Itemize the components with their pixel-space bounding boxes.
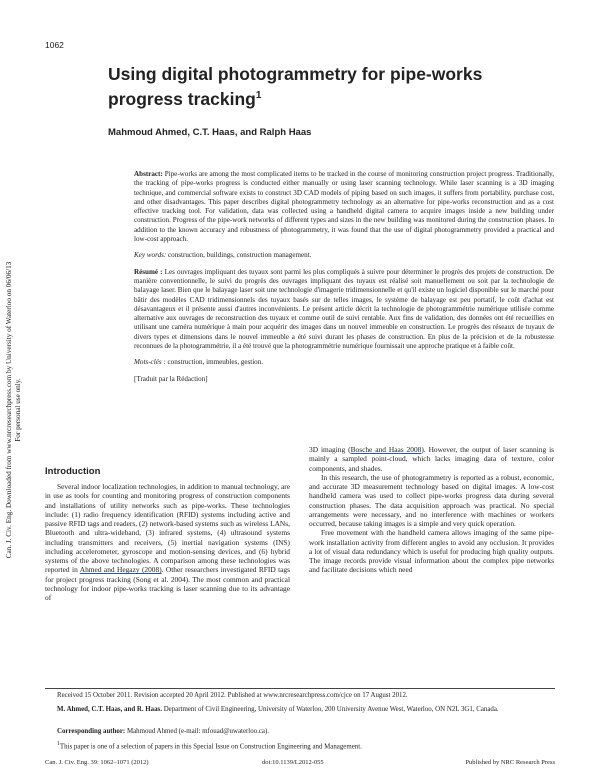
- keywords-label: Key words:: [134, 251, 167, 260]
- affiliation-note: [57, 706, 552, 714]
- sidebar-line-1: Can. J. Civ. Eng. Downloaded from www.nrcresearchpress.com by University of Waterloo on 06/06/13: [5, 261, 13, 559]
- abstract-text: Pipe-works are among the most complicated items to be tracked in the course of monitoring construction project progress. Traditionally, the tracking of pipe-works progress is conducted either manually or using laser scanning technology. While laser scanning is a 3D imaging technique, and commercial software exists to construct 3D CAD models of piping based on such images, it suffers from portability, purchase cost, and other disadvantages. This paper describes digital photogrammetry technology as an alternative for pipe-works reconstruction and as a cost effective tracking tool. For validation, data was collected using a handheld digital camera to acquire images inside a new building under construction. Progress of the pipe-work networks of different types and sizes in the new building was monitored during the construction phases. In addition to the known accuracy and robustness of photogrammetry, it was found that the use of digital photogrammetry provided a practical and low-cost approach.: [134, 170, 554, 244]
- corresponding-label: Corresponding author:: [57, 728, 126, 735]
- footnote-divider: [45, 688, 555, 689]
- citation-link-ahmed-hegazy[interactable]: Ahmed and Hegazy (2008): [79, 565, 162, 575]
- mots-cles-line: [134, 358, 554, 367]
- title-text: Using digital photogrammetry for pipe-works progress tracking: [108, 64, 483, 109]
- intro-paragraph-2: In this research, the use of photogrammetry is reported as a robust, economic, and accurate 3D measurement technology based on digital images. A low-cost handheld camera was used to collect pipe-works progress data during several construction phases. The data acquisition approach was practical. No special arrangements were necessary, and no interference with machines or workers occurred, because taking images is a simple and very quick operation.: [309, 472, 554, 528]
- affiliation-text: Department of Civil Engineering, University of Waterloo, 200 University Avenue West, Waterloo, ON N2L 3G1, Canada.: [163, 706, 499, 713]
- corresponding-note: [57, 728, 552, 736]
- abstract-block: [134, 170, 554, 391]
- author-list: Mahmoud Ahmed, C.T. Haas, and Ralph Haas: [108, 127, 312, 138]
- intro-column-right: [309, 445, 554, 575]
- title-footnote-mark: 1: [255, 90, 262, 101]
- intro-paragraph-3: Free movement with the handheld camera allows imaging of the same pipe-work installation activity from different angles to avoid any occlusion. It provides a lot of visual data redundancy which is useful for producing high quality outputs. The image records provide visual information about the complex pipe networks and facilitate decisions which need: [309, 528, 554, 575]
- corresponding-text: Mahmoud Ahmed (e-mail: mfouad@uwaterloo.ca).: [126, 728, 269, 735]
- received-note: Received 15 October 2011. Revision accepted 20 April 2012. Published at www.nrcresearchpress.com/cjce on 17 August 2012.: [57, 692, 408, 699]
- special-issue-note: [57, 740, 552, 752]
- mots-cles-label: Mots-clés :: [134, 358, 166, 367]
- citation-link-bosche-haas[interactable]: Bosche and Haas 2008: [350, 445, 422, 454]
- abstract-label: Abstract:: [134, 170, 163, 178]
- intro-column-left: [45, 482, 290, 602]
- introduction-heading: Introduction: [45, 466, 101, 477]
- translation-note: [Traduit par la Rédaction]: [134, 374, 208, 383]
- keywords-line: [134, 251, 554, 260]
- affiliation-names: M. Ahmed, C.T. Haas, and R. Haas.: [57, 706, 162, 713]
- download-sidebar: [4, 190, 24, 630]
- resume-label: Résumé :: [134, 267, 163, 276]
- abstract-paragraph: [134, 170, 554, 244]
- intro-text-2b: ). However, the output of laser scanning is mainly a sampled point-cloud, which lacks imaging data of texture, color components, and shades.: [309, 445, 554, 473]
- footer-journal: Can. J. Civ. Eng. 39: 1062–1071 (2012): [45, 759, 149, 766]
- footer-doi: doi:10.1139/L2012-055: [262, 759, 324, 766]
- intro-text-2a: 3D imaging (: [309, 445, 351, 454]
- mots-cles-text: construction, immeubles, gestion.: [167, 358, 264, 367]
- intro-paragraph-cont: [309, 445, 554, 473]
- resume-text: Les ouvrages impliquant des tuyaux sont parmi les plus compliqués à suivre pour déterminer le progrès des projets de construction. De manière conventionnelle, le suivi du progrès des ouvrages impliquant des tuyaux est réalisé soit manuellement ou soit par la technologie de balayage laser. Bien que le balayage laser soit une technologie d'imagerie tridimensionnelle et qu'il existe un logiciel disponible sur le marché pour bâtir des modèles CAD tridimensionnels des tuyaux basés sur de telles images, le système de balayage est peu portatif, le coût d'achat est désavantageux et il présente aussi d'autres inconvénients. Le présent article décrit la technologie de photogrammétrie numérique utilisée comme alternative aux ouvrages de reconstruction des tuyaux et comme outil de suivi rentable. Aux fins de validation, des données ont été recueillies en utilisant une caméra numérique à main pour acquérir des images dans un nouvel immeuble en construction. Le progrès des réseaux de tuyaux de divers types et dimensions dans le nouvel immeuble a été suivi durant les phases de construction. En plus de la précision et de la robustesse reconnues de la photogrammétrie, il a été trouvé que la photogrammétrie numérique fournissait une approche pratique et à faible coût.: [134, 267, 555, 351]
- special-issue-text: This paper is one of a selection of papers in this Special Issue on Construction Engineering and Management.: [59, 743, 362, 751]
- footnote-mark: 1: [57, 741, 60, 747]
- sidebar-line-2: For personal use only.: [14, 378, 22, 442]
- intro-text-1b: . Other researchers investigated RFID tags for project progress tracking (Song et al. 2004). The most common and practical technology for indoor pipe-works tracking is laser scanning due to its advantage of: [45, 565, 290, 602]
- page-number: 1062: [45, 40, 64, 50]
- keywords-text: construction, buildings, construction management.: [168, 251, 312, 260]
- article-title: [108, 63, 528, 110]
- resume-paragraph: [134, 268, 554, 352]
- intro-text-1a: Several indoor localization technologies, in addition to manual technology, are in use as tools for counting and monitoring progress of construction components and installations of utility networks such as pipe-works. These technologies include: (1) radio frequency identification (RFID) systems including active and passive RFID tags and readers, (2) network-based systems such as wireless LANs, Bluetooth and ultra-wideband, (3) infrared systems, (4) ultrasound systems including transmitters and receivers, (5) inertial navigation systems (INS) including accelerometer, gyroscope and motion-sensing devices, and (6) hybrid systems of the above technologies. A comparison among these technologies was reported in: [45, 482, 290, 575]
- footer-publisher: Published by NRC Research Press: [465, 759, 555, 766]
- intro-paragraph-1: [45, 482, 290, 602]
